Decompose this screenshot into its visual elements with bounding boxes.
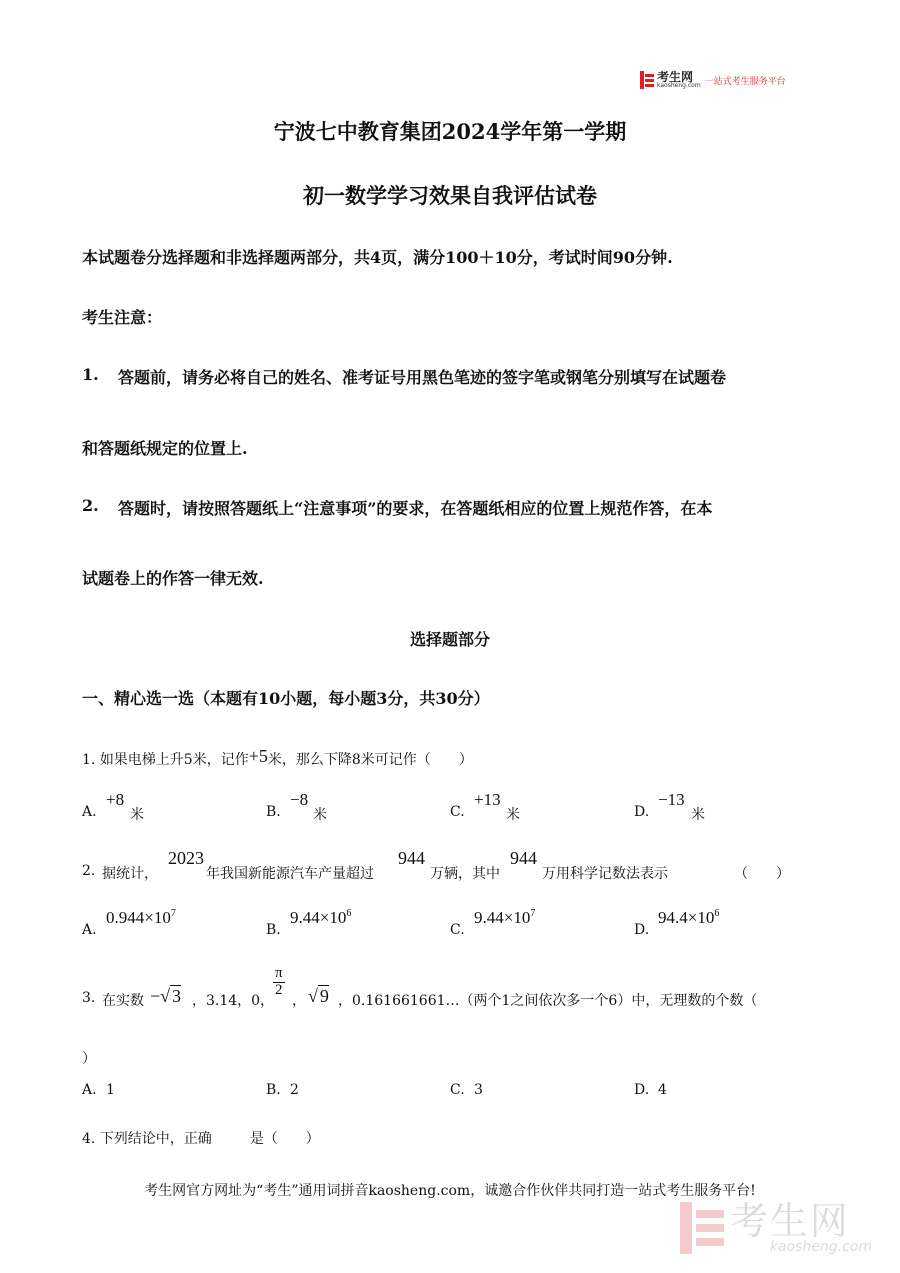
logo-name: 考生网 — [657, 70, 694, 84]
q2-option-a-label: A. — [82, 922, 97, 938]
q1-option-a-unit: 米 — [130, 807, 144, 823]
watermark — [680, 1199, 872, 1255]
q3-comma: ， — [292, 993, 306, 1009]
q4-text-b: 是（ ） — [249, 1131, 320, 1147]
q1-option-a-label: A. — [82, 804, 97, 820]
q1-option-c-unit: 米 — [506, 807, 520, 823]
notice-item-1-line1: 答题前，请务必将自己的姓名、准考证号用黑色笔迹的签字笔或钢笔分别填写在试题卷 — [118, 368, 727, 387]
q3-sqrt-9: 9 — [319, 986, 329, 1006]
q3-option-c-label: C. — [450, 1082, 465, 1098]
notice-heading: 考生注意： — [82, 308, 163, 327]
page-title: 宁波七中教育集团2024学年第一学期 — [273, 119, 627, 144]
q2-text-c: 万辆，其中 — [430, 866, 500, 882]
q3-list-a: ，3.14，0， — [192, 993, 275, 1009]
q3-option-a-value: 1 — [106, 1082, 115, 1098]
q3-option-c-value: 3 — [474, 1082, 483, 1098]
q3-list-b: ，0.161661661…（两个1之间依次多一个6）中，无理数的个数（ — [338, 993, 758, 1009]
q2-text-b: 年我国新能源汽车产量超过 — [206, 866, 374, 882]
q3-pi: π — [275, 965, 283, 981]
q1-option-a-value: +8 — [106, 790, 125, 809]
q1-text-c: ） — [458, 752, 473, 768]
q2-paren: （ ） — [734, 866, 790, 882]
q4-num: 4. — [82, 1131, 96, 1147]
q3-close: ） — [82, 1051, 96, 1067]
part1-heading: 一、精心选一选（本题有10小题，每小题3分，共30分） — [82, 689, 490, 708]
sqrt-icon: √ — [308, 986, 318, 1006]
q2-option-a-exp: 7 — [170, 908, 176, 919]
q2-amount: 944 — [398, 848, 425, 868]
q3-options — [0, 1082, 900, 1102]
logo-domain: kaosheng.com — [657, 82, 701, 89]
sqrt-icon: √ — [160, 986, 171, 1006]
page-subtitle: 初一数学学习效果自我评估试卷 — [303, 183, 597, 208]
q2-option-d-exp: 6 — [714, 908, 720, 919]
question-2 — [82, 848, 802, 888]
q1-option-d-label: D. — [634, 804, 650, 820]
q1-option-d-value: −13 — [658, 790, 685, 809]
watermark-logo-icon — [680, 1202, 724, 1254]
watermark-domain: kaosheng.com — [769, 1239, 872, 1255]
notice-item-2-num: 2. — [82, 496, 99, 515]
q3-option-b-label: B. — [266, 1082, 281, 1098]
section-title: 选择题部分 — [409, 630, 490, 649]
question-4 — [82, 1128, 320, 1148]
notice-item-1-line2: 和答题纸规定的位置上. — [82, 439, 248, 458]
q3-num: 3. — [82, 990, 96, 1006]
q2-option-c-mantissa: 9.44×10 — [474, 908, 531, 927]
header-logo — [640, 71, 786, 89]
q2-option-a-mantissa: 0.944×10 — [106, 908, 171, 927]
page-footer: 考生网官方网址为“考生”通用词拼音kaosheng.com，诚邀合作伙伴共同打造一站式考生服务平台! — [144, 1183, 756, 1199]
q2-options — [0, 906, 900, 942]
logo-icon — [640, 71, 654, 89]
q1-options — [0, 790, 900, 830]
q2-option-c-label: C. — [450, 922, 465, 938]
q1-option-d-unit: 米 — [691, 807, 705, 823]
question-1 — [82, 746, 473, 769]
q2-option-d-label: D. — [634, 922, 650, 938]
q2-text-a: 据统计， — [102, 866, 158, 882]
logo-slogan: 一站式考生服务平台 — [704, 76, 786, 87]
notice-item-2-line2: 试题卷上的作答一律无效. — [82, 569, 264, 588]
q3-option-b-value: 2 — [290, 1082, 299, 1098]
notice-item-2-line1: 答题时，请按照答题纸上“注意事项”的要求，在答题纸相应的位置上规范作答，在本 — [118, 499, 713, 518]
q2-option-b-exp: 6 — [346, 908, 352, 919]
q2-option-b-mantissa: 9.44×10 — [290, 908, 347, 927]
q1-text-b: 米，那么下降8米可记作（ — [267, 752, 431, 768]
q1-option-b-unit: 米 — [313, 807, 327, 823]
watermark-name: 考生网 — [729, 1199, 850, 1243]
q3-two: 2 — [275, 981, 283, 998]
q3-text-a: 在实数 — [102, 993, 144, 1009]
q2-option-b-label: B. — [266, 922, 281, 938]
q2-num: 2. — [82, 863, 96, 879]
q1-num: 1. — [82, 752, 96, 768]
q2-text-d: 万用科学记数法表示 — [542, 866, 668, 882]
q2-year: 2023 — [168, 848, 204, 868]
q3-option-d-label: D. — [634, 1082, 650, 1098]
q3-neg-sign: − — [150, 986, 161, 1006]
q1-option-c-value: +13 — [474, 790, 501, 809]
q1-math: +5 — [248, 746, 268, 766]
q4-text-a: 下列结论中，正确 — [99, 1131, 212, 1147]
q1-text-a: 如果电梯上升5米，记作 — [99, 752, 249, 768]
q3-sqrt-3: 3 — [172, 986, 182, 1006]
q2-amount-2: 944 — [510, 848, 537, 868]
q3-option-d-value: 4 — [658, 1082, 667, 1098]
notice-item-1-num: 1. — [82, 365, 99, 384]
q2-option-d-mantissa: 94.4×10 — [658, 908, 715, 927]
exam-intro: 本试题卷分选择题和非选择题两部分，共4页，满分100＋10分，考试时间90分钟. — [82, 248, 673, 267]
q1-option-c-label: C. — [450, 804, 465, 820]
q1-option-b-label: B. — [266, 804, 281, 820]
q2-option-c-exp: 7 — [530, 908, 536, 919]
q1-option-b-value: −8 — [290, 790, 309, 809]
question-3 — [82, 966, 802, 1014]
q3-fraction — [270, 966, 288, 999]
q3-option-a-label: A. — [82, 1082, 97, 1098]
